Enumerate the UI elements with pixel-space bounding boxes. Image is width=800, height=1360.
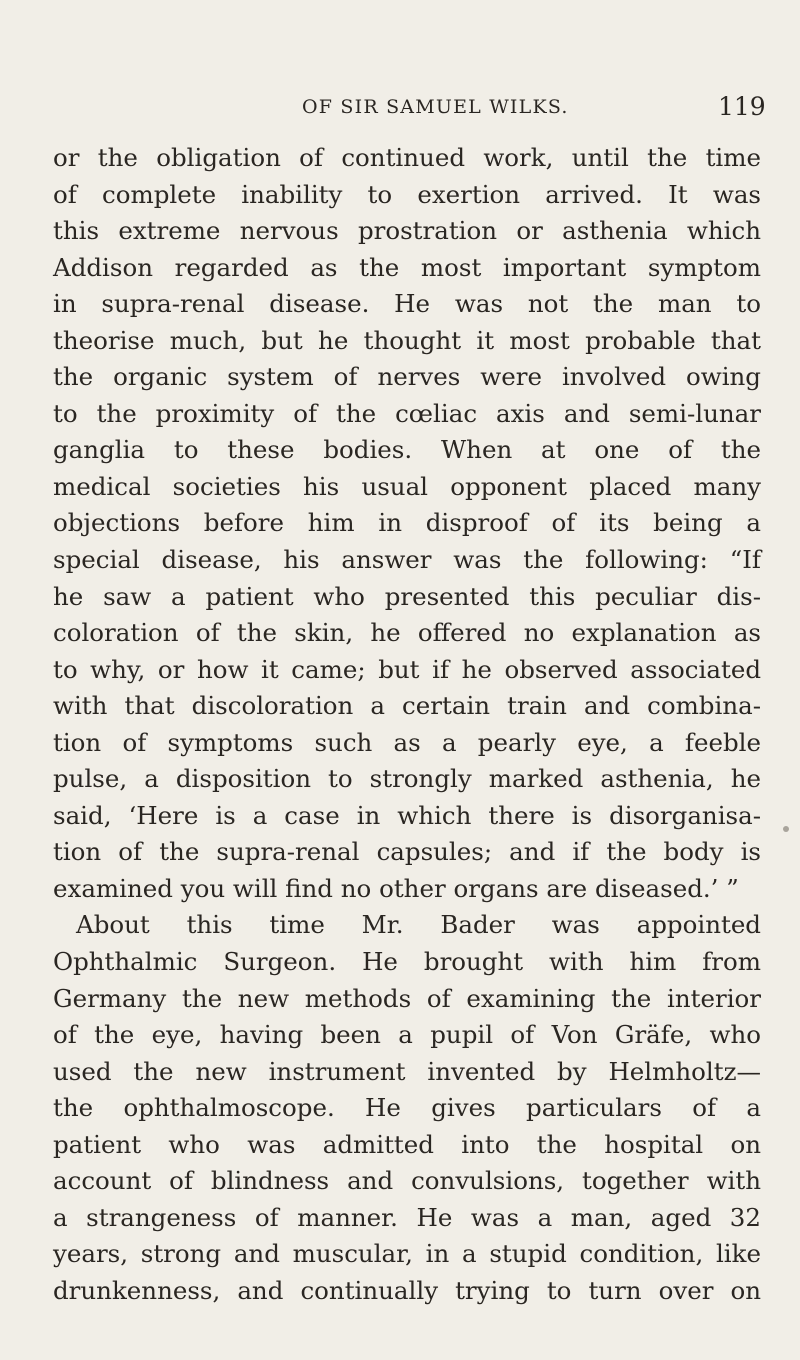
body-text (53, 140, 761, 1310)
text-line: Germany the new methods of examining the interior (53, 983, 761, 1013)
text-line: pulse, a disposition to strongly marked asthenia, he (53, 764, 761, 794)
text-line: examined you will find no other organs are diseased.’ ” (53, 873, 739, 903)
text-line: account of blindness and convulsions, together with (53, 1166, 761, 1196)
paper-speck (783, 826, 789, 832)
text-line: ganglia to these bodies. When at one of the (53, 435, 761, 465)
text-line: or the obligation of continued work, until the time (53, 143, 761, 172)
text-line: said, ‘Here is a case in which there is disorganisa- (53, 800, 761, 830)
text-line: years, strong and muscular, in a stupid condition, like (53, 1239, 761, 1269)
text-line: to the proximity of the cœliac axis and semi-lunar (53, 398, 761, 428)
text-line: Addison regarded as the most important symptom (53, 252, 761, 282)
text-line: the ophthalmoscope. He gives particulars of a (53, 1093, 761, 1123)
text-line: tion of the supra-renal capsules; and if the body is (53, 837, 761, 867)
text-line: used the new instrument invented by Helmholtz— (53, 1056, 761, 1086)
text-line: tion of symptoms such as a pearly eye, a feeble (53, 727, 761, 757)
text-line: he saw a patient who presented this peculiar dis- (53, 581, 761, 611)
text-line: of the eye, having been a pupil of Von Gräfe, who (53, 1020, 761, 1050)
text-line: with that discoloration a certain train and combina- (53, 691, 761, 721)
running-head (0, 89, 800, 125)
text-line: to why, or how it came; but if he observed associated (53, 654, 761, 684)
text-line: this extreme nervous prostration or asthenia which (53, 216, 761, 246)
running-title: OF SIR SAMUEL WILKS. (302, 96, 569, 118)
text-line: coloration of the skin, he offered no explanation as (53, 618, 761, 648)
text-line: objections before him in disproof of its being a (53, 508, 761, 538)
paragraph-start-line: About this time Mr. Bader was appointed (76, 910, 761, 940)
text-line: a strangeness of manner. He was a man, aged 32 (53, 1202, 761, 1232)
text-line: drunkenness, and continually trying to turn over on (53, 1275, 761, 1305)
text-line: of complete inability to exertion arrived. It was (53, 179, 761, 209)
text-line: patient who was admitted into the hospital on (53, 1129, 761, 1159)
text-line: special disease, his answer was the following: “If (53, 545, 761, 575)
text-line: in supra-renal disease. He was not the man to (53, 289, 761, 319)
text-line: Ophthalmic Surgeon. He brought with him from (53, 947, 761, 977)
page-number: 119 (718, 92, 766, 121)
text-line: medical societies his usual opponent placed many (53, 471, 761, 501)
text-line: the organic system of nerves were involved owing (53, 362, 761, 392)
text-line: theorise much, but he thought it most probable that (53, 325, 761, 355)
